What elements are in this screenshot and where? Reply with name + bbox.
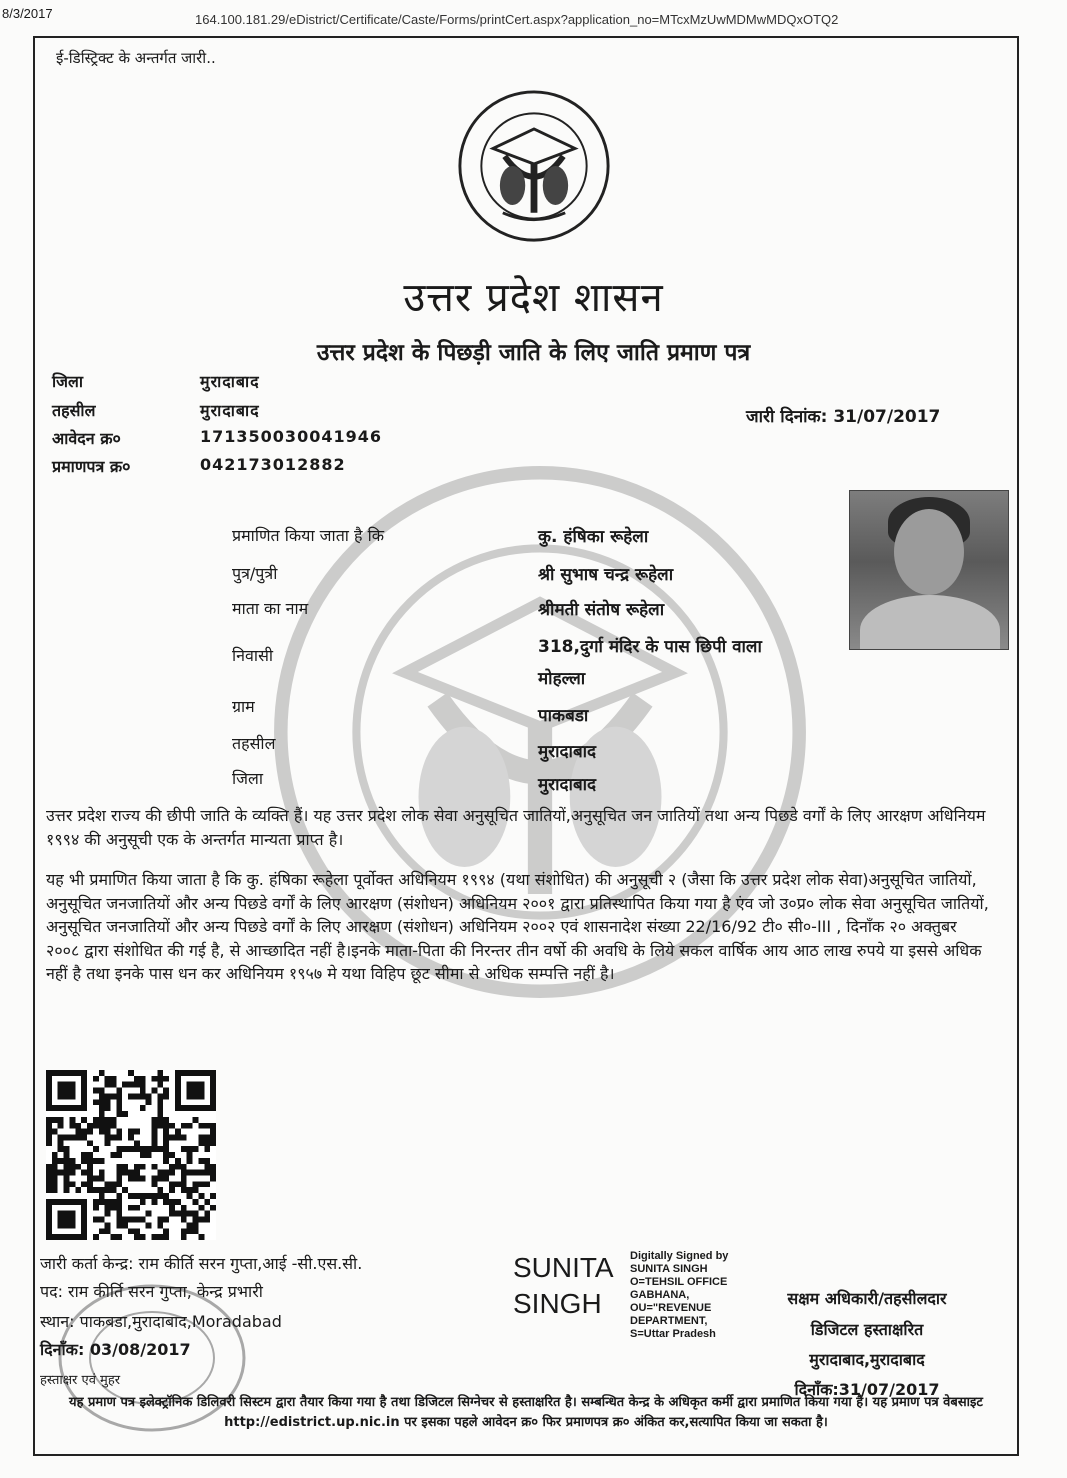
up-emblem-icon [456, 88, 612, 244]
meta-district-value: मुरादाबाद [200, 372, 260, 391]
detail-mother-value: श्रीमती संतोष रूहेला [538, 600, 665, 620]
detail-tehsil-value: मुरादाबाद [538, 742, 597, 762]
detail-parent-value: श्री सुभाष चन्द्र रूहेला [538, 565, 674, 585]
sig-note-line: SUNITA SINGH [630, 1263, 708, 1275]
meta-certificate-value: 042173012882 [200, 455, 346, 474]
sig-note-line: S=Uttar Pradesh [630, 1328, 716, 1340]
detail-village-value: पाकबडा [538, 706, 589, 726]
sig-note-line: DEPARTMENT, [630, 1315, 708, 1327]
signer-name-line-1: SUNITA [513, 1252, 614, 1283]
meta-application-value: 171350030041946 [200, 427, 382, 446]
officer-designation: सक्षम अधिकारी/तहसीलदार [787, 1289, 947, 1308]
print-url: 164.100.181.29/eDistrict/Certificate/Caste/Forms/printCert.aspx?application_no=MTcxMzUwMDMwMDQxOTQ2 [195, 12, 839, 27]
detail-certified-label: प्रमाणित किया जाता है कि [232, 526, 385, 545]
issued-under-text: ई-डिस्ट्रिक्ट के अन्तर्गत जारी.. [56, 49, 216, 67]
government-title: उत्तर प्रदेश शासन [403, 275, 664, 321]
officer-date: दिनाँक:31/07/2017 [794, 1380, 940, 1399]
detail-village-label: ग्राम [232, 697, 255, 716]
detail-district-label: जिला [232, 769, 264, 788]
issuer-date: दिनाँक: 03/08/2017 [40, 1340, 191, 1359]
qr-code-icon [46, 1070, 216, 1240]
officer-digital-signed: डिजिटल हस्ताक्षरित [810, 1320, 924, 1339]
issuer-post: पद: राम कीर्ति सरन गुप्ता, केन्द्र प्रभारी [40, 1282, 263, 1301]
sig-note-line: OU="REVENUE [630, 1302, 712, 1314]
issuer-sign-seal: हस्ताक्षर एवं मुहर [40, 1373, 121, 1388]
detail-tehsil-label: तहसील [232, 734, 276, 753]
signer-name [513, 1250, 614, 1322]
officer-place: मुरादाबाद,मुरादाबाद [809, 1350, 925, 1369]
footer-note: यह प्रमाण पत्र इलेक्ट्रॉनिक डिलिवरी सिस्टम द्वारा तैयार किया गया है तथा डिजिटल सिग्नेचर से हस्ताक्षरित है। सम्बन्धित केन्द्र के अधिकृत कर्मी द्वारा प्रमाणित किया गया है। यह प्रमाण पत्र वेबसाइट http://edistrict.up.nic.in पर इसका पहले आवेदन क्र० फिर प्रमाणपत्र क्र० अंकित कर,सत्यापित किया जा सकता है। [69, 1395, 983, 1430]
issuer-center: जारी कर्ता केन्द्र: राम कीर्ति सरन गुप्ता,आई -सी.एस.सी. [40, 1254, 363, 1273]
detail-mother-label: माता का नाम [232, 599, 309, 618]
detail-district-value: मुरादाबाद [538, 775, 597, 795]
meta-tehsil-label: तहसील [52, 401, 96, 420]
certificate-paragraph-1: उत्तर प्रदेश राज्य की छीपी जाति के व्यक्ति हैं। यह उत्तर प्रदेश लोक सेवा अनुसूचित जातियों,अनुसूचित जन जातियों तथा अन्य पिछडे वर्गों के लिए आरक्षण अधिनियम १९९४ की अनुसूची एक के अन्तर्गत मान्यता प्राप्त है। [46, 806, 986, 849]
signer-name-line-2: SINGH [513, 1288, 602, 1319]
certificate-paragraph-2: यह भी प्रमाणित किया जाता है कि कु. हंषिका रूहेला पूर्वोक्त अधिनियम १९९४ (यथा संशोधित) की अनुसूची २ (जैसा कि उत्तर प्रदेश लोक सेवा)अनुसूचित जातियों, अनुसूचित जनजातियों और अन्य पिछडे वर्गों के लिए आरक्षण (संशोधन) अधिनियम २००१ द्वारा प्रतिस्थापित किया गया है एंव जो उ०प्र० लोक सेवा अनुसूचित जातियों, अनुसूचित जनजातियों और अन्य पिछडे वर्गों के लिए आरक्षण (संशोधन) अधिनियम २००२ एवं शासनादेश संख्या 22/16/92 टी० सी०-III , दिनाँक २० अक्तुबर २००८ द्वारा संशोधित की गई है, से आच्छादित नहीं है।इनके माता-पिता की निरन्तर तीन वर्षो की अवधि के लिये सकल वार्षिक आय आठ लाख रुपये या इससे अधिक नहीं है तथा इनके पास धन कर अधिनियम १९५७ मे यथा विहिप छूट सीमा से अधिक सम्पत्ति नहीं है। [46, 870, 989, 983]
sig-note-line: Digitally Signed by [630, 1250, 729, 1262]
sig-note-line: O=TEHSIL OFFICE [630, 1276, 728, 1288]
detail-resident-value: 318,दुर्गा मंदिर के पास छिपी वाला [538, 637, 762, 657]
meta-application-label: आवेदन क्र० [52, 429, 121, 448]
detail-parent-label: पुत्र/पुत्री [232, 564, 278, 583]
applicant-photo [849, 490, 1009, 650]
sig-note-line: GABHANA, [630, 1289, 690, 1301]
meta-tehsil-value: मुरादाबाद [200, 401, 260, 420]
detail-resident-label: निवासी [232, 646, 274, 665]
detail-certified-value: कु. हंषिका रूहेला [538, 527, 649, 547]
issuer-place: स्थान: पाकबडा,मुरादाबाद,Moradabad [40, 1312, 282, 1331]
meta-district-label: जिला [52, 372, 84, 391]
digital-signature-note [630, 1250, 728, 1341]
certificate-title: उत्तर प्रदेश के पिछड़ी जाति के लिए जाति प्रमाण पत्र [316, 340, 751, 366]
meta-certificate-label: प्रमाणपत्र क्र० [52, 457, 131, 476]
print-date: 8/3/2017 [2, 6, 53, 21]
issue-date: जारी दिनांक: 31/07/2017 [746, 407, 941, 427]
detail-resident-value-2: मोहल्ला [538, 669, 586, 689]
